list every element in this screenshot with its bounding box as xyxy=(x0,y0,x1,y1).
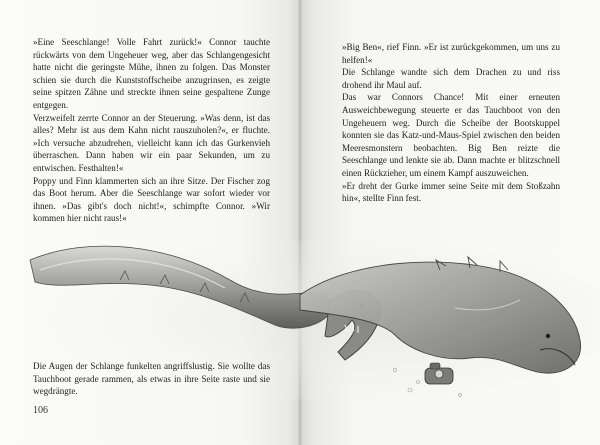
left-page-bottom-text xyxy=(33,360,270,398)
paragraph: »Eine Seeschlange! Volle Fahrt zurück!« Connor tauchte rückwärts von dem Ungeheuer weg, aber das Schlangengesicht hatte nicht die geringste Mühe, ihnen zu folgen. Das Monster schien sie durch die Kunststoffscheibe anzugrinsen, es zeigte seine spitzen Zähne und streckte ihnen seine gespaltene Zunge entgegen. xyxy=(33,37,270,110)
paragraph: Das war Connors Chance! Mit einer erneuten Ausweichbewegung steuerte er das Tauchboot von den Ungeheuern weg. Durch die Scheibe der Bootskuppel konnten sie das Katz-und-Maus-Spiel zwischen den beiden Meeresmonstern beobachten. Big Ben reizte die Seeschlange und lenkte sie ab. Dann machte er blitzschnell einen Rückzieher, um einem Kampf auszuweichen. xyxy=(342,92,560,178)
paragraph: Poppy und Finn klammerten sich an ihre Sitze. Der Fischer zog das Boot herum. Aber die Seeschlange war sofort wieder vor ihnen. »Das gibt's doch nicht!«, schimpfte Connor. »Wir kommen hier nicht raus!« xyxy=(33,175,270,224)
paragraph: Die Augen der Schlange funkelten angriffslustig. Sie wollte das Tauchboot gerade rammen, als etwas in ihre Seite raste und sie wegdrängte. xyxy=(33,361,270,397)
paragraph: Verzweifelt zerrte Connor an der Steuerung. »Was denn, ist das alles? Mehr ist aus dem Kahn nicht rauszuholen?«, er fluchte. »Ich versuche abzudrehen, vielleicht kann ich das Gurkenvieh überraschen. Dann haben wir ein paar Sekunden, um zu entwischen. Festhalten!« xyxy=(33,112,270,173)
paragraph: Die Schlange wandte sich dem Drachen zu und riss drohend ihr Maul auf. xyxy=(342,67,560,90)
right-page-text xyxy=(342,41,560,205)
paragraph: »Er dreht der Gurke immer seine Seite mit dem Stoßzahn hin«, stellte Finn fest. xyxy=(342,180,560,204)
paragraph: »Big Ben«, rief Finn. »Er ist zurückgekommen, um uns zu helfen!« xyxy=(342,42,560,65)
left-page-text xyxy=(33,36,270,225)
page-number: 106 xyxy=(33,405,48,416)
